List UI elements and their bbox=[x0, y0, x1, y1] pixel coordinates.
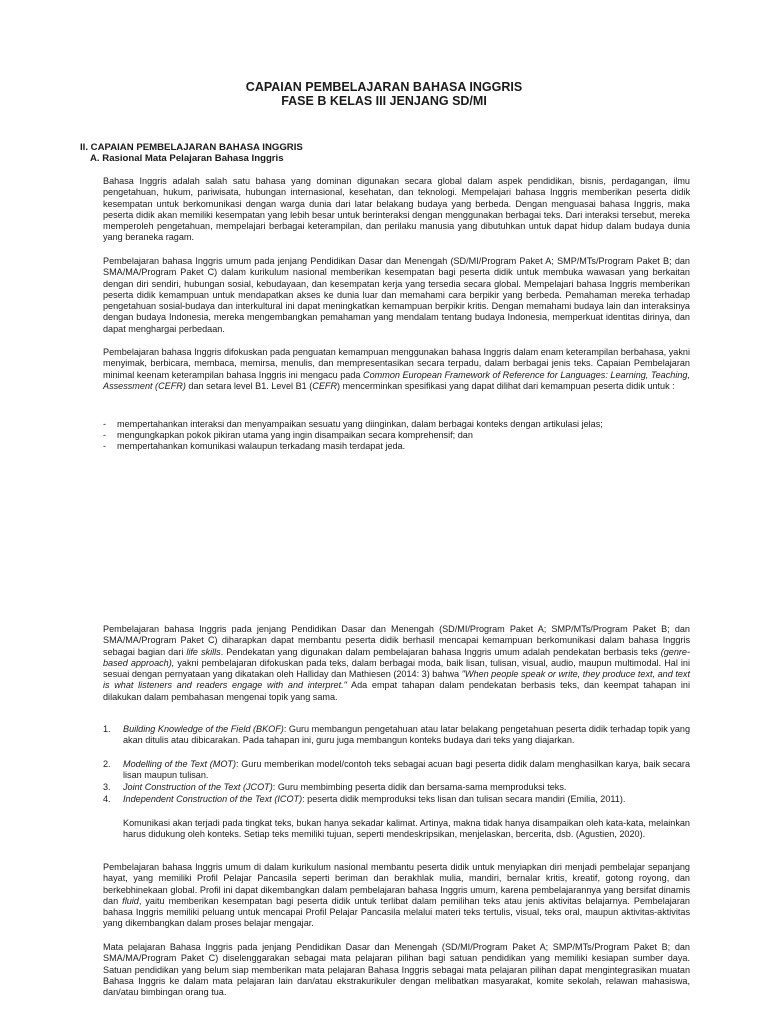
paragraph-rasional-1: Bahasa Inggris adalah salah satu bahasa yang dominan digunakan secara global dalam aspek pendidikan, bisnis, perdagangan, ilmu pengetahuan, hukum, pariwisata, hubungan internasional, kesehatan, dan teknologi. Mempelajari bahasa Inggris memberikan peserta didik kesempatan untuk berkomunikasi dengan warga dunia dari latar belakang budaya yang berbeda. Dengan menguasai bahasa Inggris, maka peserta didik akan memiliki kesempatan yang lebih besar untuk berinteraksi dengan menggunakan berbagai teks. Dari interaksi tersebut, mereka memperoleh pengetahuan, mempelajari berbagai keterampilan, dan perilaku manusia yang dibutuhkan untuk dapat hidup dalam budaya dunia yang beraneka ragam. bbox=[103, 176, 690, 243]
bullet-dash: - bbox=[103, 419, 107, 429]
stage-number: 4. bbox=[103, 794, 111, 804]
stage-name: Joint Construction of the Text (JCOT) bbox=[123, 782, 273, 792]
life-skills-term: life skills bbox=[186, 646, 221, 657]
stage-number: 1. bbox=[103, 724, 111, 734]
para4-text-c: yakni pembelajaran difokuskan pada teks, dalam berbagai moda, baik lisan, tulisan, visual, audio, maupun multimodal. Hal ini sesuai dengan pernyataan yang dikatakan oleh Halliday dan Mathiesen (2014: 3) bahwa bbox=[103, 657, 690, 680]
para5-text-a: Pembelajaran bahasa Inggris umum di dalam kurikulum nasional membantu peserta didik untuk menyiapkan diri menjadi pembelajar sepanjang hayat, yang memiliki Profil Pelajar Pancasila seperti beriman dan berakhlak mulia, mandiri, bernalar kritis, kreatif, gotong royong, dan berkebhinekaan global. Profil ini dapat dikembangkan dalam pembelajaran bahasa Inggris umum, karena pembelajarannya yang bersifat dinamis dan bbox=[103, 862, 690, 906]
para5-text-b: , yaitu memberikan kesempatan bagi peserta didik untuk terlibat dalam pemilihan teks atau jenis aktivitas belajarnya. Pembelajaran bahasa Inggris memiliki peluang untuk mencapai Profil Pelajar Pancasila melalui materi teks tertulis, visual, teks oral, maupun aktivitas-aktivitas yang dikembangkan dalam proses belajar mengajar. bbox=[103, 895, 690, 929]
para3-text-a: Pembelajaran bahasa Inggris difokuskan pada penguatan kemampuan menggunakan bahasa Inggris dalam enam keterampilan berbahasa, yakni menyimak, berbicara, membaca, memirsa, menulis, dan mempresentasikan secara terpadu, dalam berbagai jenis teks. Capaian Pembelajaran minimal keenam keterampilan bahasa Inggris ini mengacu pada bbox=[103, 347, 690, 380]
bullet-dash: - bbox=[103, 441, 107, 451]
stage-desc: : Guru membangun pengetahuan atau latar belakang pengetahuan peserta didik terhadap topik yang akan ditulis atau dibicarakan. Pada tahapan ini, guru juga membangun konteks budaya dari teks yang diajarkan. bbox=[123, 724, 690, 746]
stage-number: 2. bbox=[103, 759, 111, 769]
bullet-text: mengungkapkan pokok pikiran utama yang ingin disampaikan secara komprehensif; dan bbox=[117, 430, 473, 440]
paragraph-mata-pelajaran-pilihan: Mata pelajaran Bahasa Inggris pada jenjang Pendidikan Dasar dan Menengah (SD/MI/Program Paket A; SMP/MTs/Program Paket B; dan SMA/MA/Program Paket C) diselenggarakan sebagai mata pelajaran pilihan bagi satuan pendidikan yang memiliki kesiapan sumber daya. Satuan pendidikan yang belum siap memberikan mata pelajaran Bahasa Inggris sebagai mata pelajaran pilihan dapat mengintegrasikan muatan Bahasa Inggris ke dalam mata pelajaran lain dan/atau ekstrakurikuler dengan melibatkan masyarakat, komite sekolah, relawan mahasiswa, dan/atau bimbingan orang tua. bbox=[103, 942, 690, 998]
stage-4-note: Komunikasi akan terjadi pada tingkat teks, bukan hanya sekadar kalimat. Artinya, makna tidak hanya disampaikan oleh kata-kata, melainkan harus didukung oleh konteks. Setiap teks memiliki tujuan, seperti mendeskripsikan, menjelaskan, bercerita, dsb. (Agustien, 2020). bbox=[123, 818, 690, 840]
fluid-term: fluid bbox=[122, 895, 139, 906]
para4-text-d: Ada empat tahapan dalam pendekatan berbasis teks, dan keempat tahapan ini dilakukan dalam pembahasan mengenai topik yang sama. bbox=[103, 680, 691, 702]
para3-text-c: ) mencerminkan spesifikasi yang dapat dilihat dari kemampuan peserta didik untuk : bbox=[337, 380, 675, 391]
document-title-line-1: CAPAIAN PEMBELAJARAN BAHASA INGGRIS bbox=[245, 80, 523, 94]
stage-desc: : Guru memberikan model/contoh teks sebagai acuan bagi peserta didik dalam menghasilkan karya, baik secara lisan maupun tulisan. bbox=[123, 759, 691, 781]
bullet-text: mempertahankan komunikasi walaupun terkadang masih terdapat jeda. bbox=[117, 441, 406, 451]
stage-name: Modelling of the Text (MOT) bbox=[123, 759, 236, 769]
stage-text bbox=[123, 724, 690, 747]
stage-number: 3. bbox=[103, 782, 111, 792]
stage-text bbox=[123, 794, 690, 805]
paragraph-rasional-3 bbox=[103, 347, 690, 392]
stage-text bbox=[123, 782, 690, 793]
section-heading: II. CAPAIAN PEMBELAJARAN BAHASA INGGRIS bbox=[80, 142, 303, 153]
bullet-text: mempertahankan interaksi dan menyampaikan sesuatu yang diinginkan, dalam berbagai konteks dengan artikulasi jelas; bbox=[117, 419, 603, 429]
paragraph-profil-pelajar bbox=[103, 862, 690, 930]
bullet-dash: - bbox=[103, 430, 107, 440]
stage-desc: : peserta didik memproduksi teks lisan dan tulisan secara mandiri (Emilia, 2011). bbox=[302, 794, 626, 804]
cefr-full-name: Common European Framework of Reference for Languages: Learning, Teaching, Assessment (CEFR) bbox=[103, 369, 690, 391]
para4-text-b: . Pendekatan yang digunakan dalam pembelajaran bahasa Inggris umum adalah pendekatan berbasis teks bbox=[220, 646, 661, 657]
stage-name: Building Knowledge of the Field (BKOF) bbox=[123, 724, 284, 734]
stage-text bbox=[123, 759, 690, 782]
subsection-heading: A. Rasional Mata Pelajaran Bahasa Inggris bbox=[90, 153, 284, 164]
stage-desc: : Guru membimbing peserta didik dan bersama-sama memproduksi teks. bbox=[272, 782, 567, 792]
para4-text-a: Pembelajaran bahasa Inggris pada jenjang Pendidikan Dasar dan Menengah (SD/MI/Program Paket A; SMP/MTs/Program Paket B; dan SMA/MA/Program Paket C) diharapkan dapat membantu peserta didik berhasil mencapai kemampuan berkomunikasi dalam bahasa Inggris sebagai bagian dari bbox=[103, 624, 690, 657]
genre-based-term: (genre-based approach), bbox=[103, 646, 691, 668]
paragraph-pendekatan bbox=[103, 624, 690, 703]
para3-text-b: dan setara level B1. Level B1 ( bbox=[185, 380, 313, 391]
paragraph-rasional-2: Pembelajaran bahasa Inggris umum pada jenjang Pendidikan Dasar dan Menengah (SD/MI/Program Paket A; SMP/MTs/Program Paket B; dan SMA/MA/Program Paket C) dalam kurikulum nasional memberikan kesempatan bagi peserta didik untuk membuka wawasan yang berkaitan dengan diri sendiri, hubungan sosial, kebudayaan, dan kesempatan kerja yang tersedia secara global. Mempelajari bahasa Inggris memberikan peserta didik kemampuan untuk mendapatkan akses ke dunia luar dan memahami cara berpikir yang berbeda. Pemahaman mereka terhadap pengetahuan sosial-budaya dan interkultural ini dapat meningkatkan kemampuan berpikir kritis. Dengan memahami budaya lain dan interaksinya dengan budaya Indonesia, mereka mengembangkan pemahaman yang mendalam tentang budaya Indonesia, memperkuat identitas dirinya, dan dapat menghargai perbedaan. bbox=[103, 256, 690, 334]
stage-name: Independent Construction of the Text (ICOT) bbox=[123, 794, 303, 804]
document-title-line-2: FASE B KELAS III JENJANG SD/MI bbox=[281, 94, 487, 108]
halliday-quote: "When people speak or write, they produce text, and text is what listeners and readers engage with and interpret." bbox=[103, 669, 690, 691]
cefr-abbrev: CEFR bbox=[312, 380, 338, 391]
